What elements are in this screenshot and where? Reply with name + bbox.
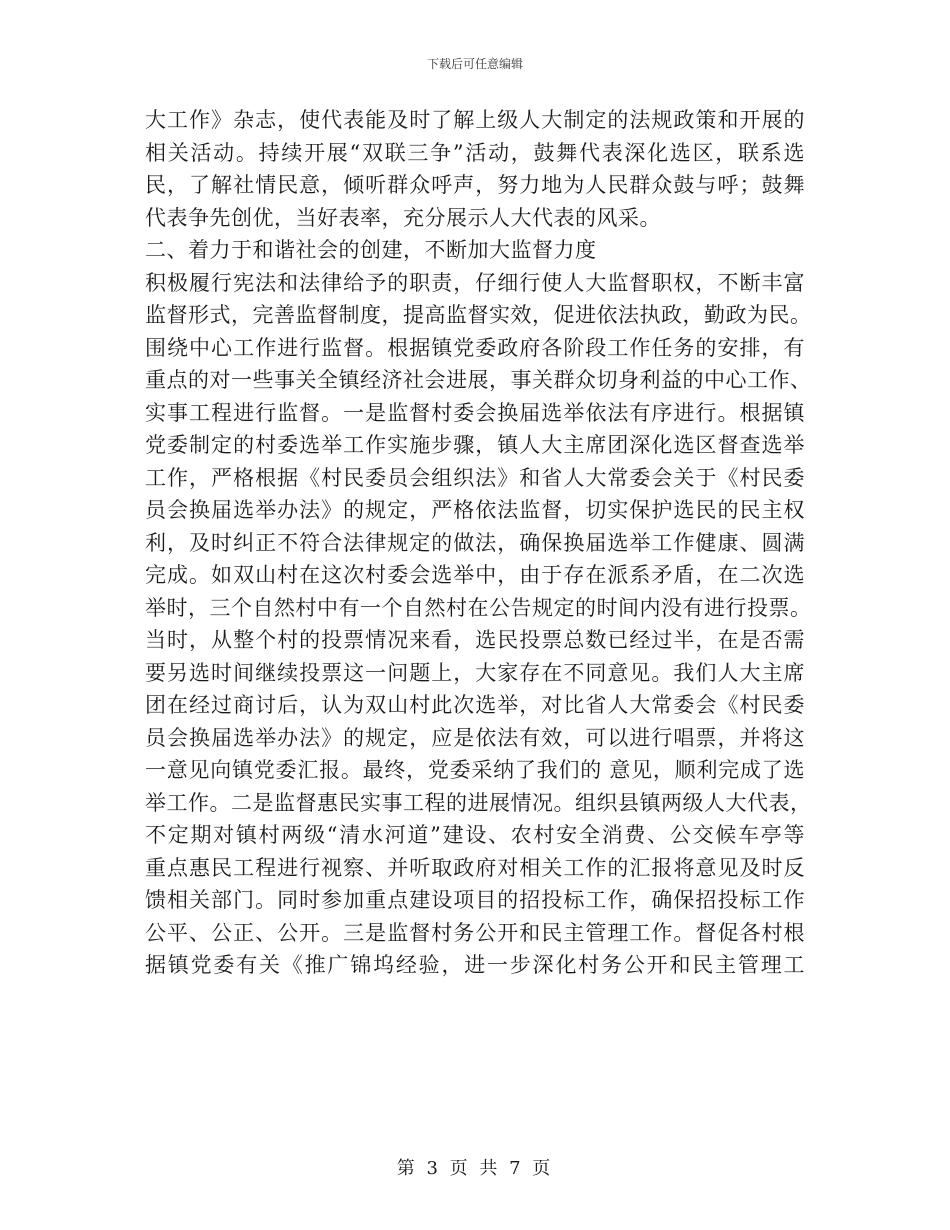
document-body	[145, 104, 812, 982]
body-line: 重点惠民工程进行视察、并听取政府对相关工作的汇报将意见及时反	[145, 855, 805, 880]
body-line: 民，了解社情民意，倾听群众呼声，努力地为人民群众鼓与呼；鼓舞	[145, 173, 805, 197]
body-line: 据镇党委有关《推广锦坞经验，进一步深化村务公开和民主管理工	[145, 953, 805, 977]
section-heading: 二、着力于和谐社会的创建，不断加大监督力度	[145, 238, 597, 262]
body-line: 大工作》杂志，使代表能及时了解上级人大制定的法规政策和开展的	[145, 108, 805, 132]
body-line: 团在经过商讨后，认为双山村此次选举，对比省人大常委会《村民委	[145, 693, 805, 717]
body-line: 员会换届选举办法》的规定，应是依法有效，可以进行唱票，并将这	[145, 725, 805, 750]
body-line: 围绕中心工作进行监督。根据镇党委政府各阶段工作任务的安排，有	[145, 335, 805, 360]
body-line: 完成。如双山村在这次村委会选举中，由于存在派系矛盾，在二次选	[145, 563, 805, 587]
body-line: 员会换届选举办法》的规定，严格依法监督，切实保护选民的民主权	[145, 498, 805, 522]
body-line: 利，及时纠正不符合法律规定的做法，确保换届选举工作健康、圆满	[145, 530, 805, 555]
page-header-note: 下载后可任意编辑	[426, 57, 523, 71]
body-line: 代表争先创优，当好表率，充分展示人大代表的风采。	[145, 205, 661, 230]
body-line: 重点的对一些事关全镇经济社会进展，事关群众切身利益的中心工作、	[145, 368, 812, 392]
body-line: 不定期对镇村两级“清水河道”建设、农村安全消费、公交候车亭等	[145, 823, 805, 847]
body-line: 公平、公正、公开。三是监督村务公开和民主管理工作。督促各村根	[145, 920, 805, 945]
body-line: 相关活动。持续开展“双联三争”活动，鼓舞代表深化选区，联系选	[145, 140, 805, 165]
body-line: 积极履行宪法和法律给予的职责，仔细行使人大监督职权，不断丰富	[145, 270, 805, 295]
body-line: 一意见向镇党委汇报。最终，党委采纳了我们的 意见，顺利完成了选	[145, 758, 805, 782]
body-line: 当时，从整个村的投票情况来看，选民投票总数已经过半，在是否需	[145, 628, 805, 652]
body-line: 馈相关部门。同时参加重点建设项目的招投标工作，确保招投标工作	[145, 888, 805, 912]
page-number: 第 3 页 共 7 页	[396, 1158, 554, 1179]
body-line: 工作，严格根据《村民委员会组织法》和省人大常委会关于《村民委	[145, 465, 805, 490]
body-line: 举时，三个自然村中有一个自然村在公告规定的时间内没有进行投票。	[145, 595, 812, 620]
body-line: 举工作。二是监督惠民实事工程的进展情况。组织县镇两级人大代表，	[145, 790, 812, 815]
body-line: 党委制定的村委选举工作实施步骤，镇人大主席团深化选区督查选举	[145, 433, 805, 457]
body-line: 要另选时间继续投票这一问题上，大家存在不同意见。我们人大主席	[145, 660, 805, 685]
body-line: 监督形式，完善监督制度，提高监督实效，促进依法执政，勤政为民。	[145, 303, 812, 327]
body-line: 实事工程进行监督。一是监督村委会换届选举依法有序进行。根据镇	[145, 400, 805, 425]
